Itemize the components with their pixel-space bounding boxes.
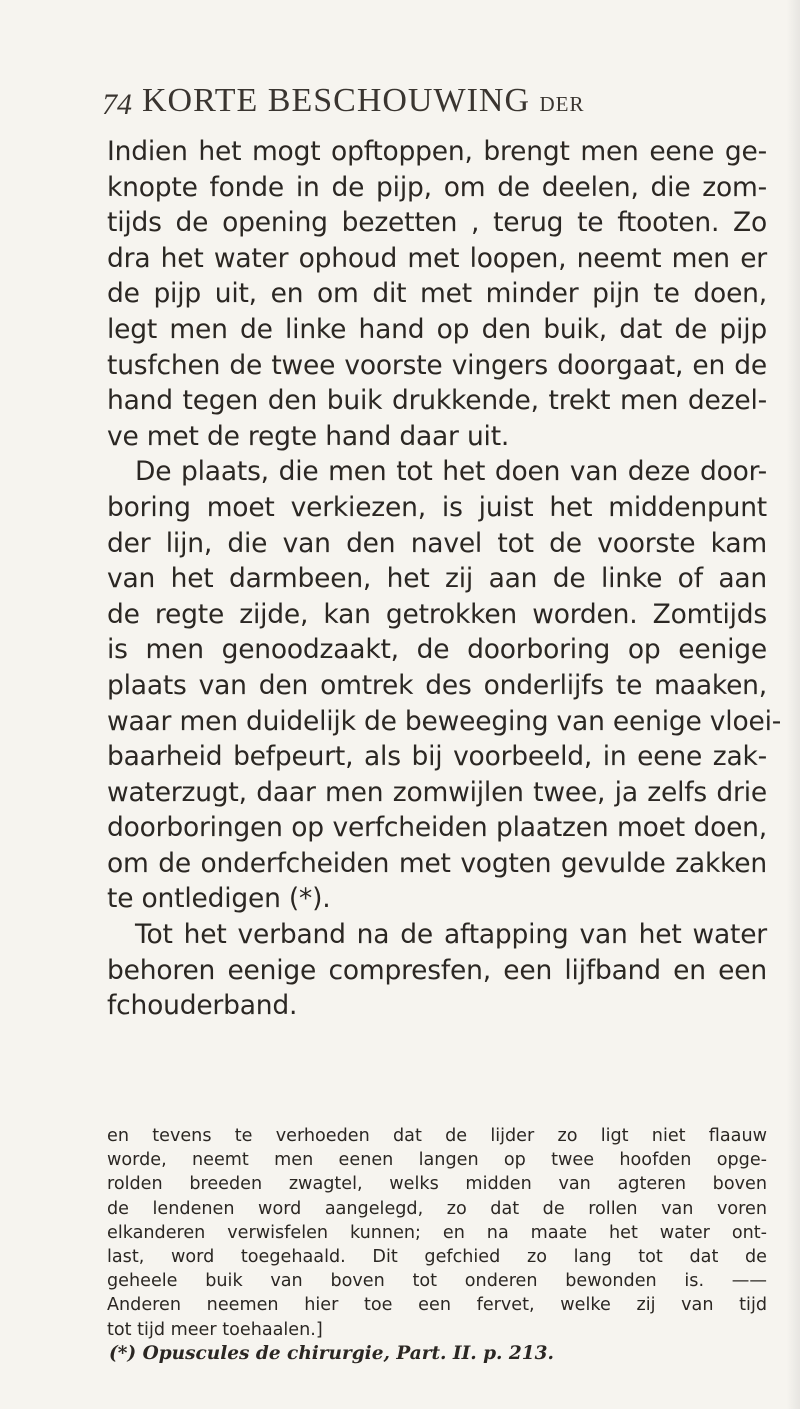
text-line: fchouderband. (107, 990, 298, 1022)
footnote-line: rolden breeden zwagtel, welks midden van agteren boven (107, 1174, 767, 1195)
footnote-line: worde, neemt men eenen langen op twee hoofden opge- (107, 1150, 767, 1171)
text-line: de pijp uit, en om dit met minder pijn te doen, (107, 278, 767, 310)
text-line: De plaats, die men tot het doen van deze door- (135, 456, 767, 488)
footnote-line: en tevens te verhoeden dat de lijder zo ligt niet flaauw (107, 1126, 767, 1146)
main-text (107, 134, 782, 1024)
footnote-line: tot tijd meer toehaalen.] (107, 1319, 323, 1340)
text-line: dra het water ophoud met loopen, neemt men er (107, 242, 767, 274)
text-line: Tot het verband na de aftapping van het water (135, 919, 767, 951)
text-line: plaats van den omtrek des onderlijfs te maaken, (107, 669, 767, 701)
running-title-suffix: DER (539, 92, 585, 116)
text-line: de regte zijde, kan getrokken worden. Zomtijds (107, 598, 767, 630)
footnote-line: Anderen neemen hier toe een fervet, welke zij van tijd (107, 1295, 767, 1316)
running-title-main: KORTE BESCHOUWING (142, 82, 530, 119)
text-line: hand tegen den buik drukkende, trekt men dezel- (107, 385, 767, 417)
footnote-line: last, word toegehaald. Dit gefchied zo lang tot dat de (107, 1246, 767, 1267)
text-line: is men genoodzaakt, de doorboring op eenige (107, 634, 767, 666)
text-line: waterzugt, daar men zomwijlen twee, ja zelfs drie (107, 776, 767, 808)
text-line: om de onderfcheiden met vogten gevulde zakken (107, 847, 767, 879)
running-title (142, 82, 585, 120)
text-line: baarheid befpeurt, als bij voorbeeld, in eene zak- (107, 741, 767, 773)
text-line: knopte fonde in de pijp, om de deelen, die zom- (107, 171, 767, 203)
footnote-line: geheele buik van boven tot onderen bewonden is. —— (107, 1271, 767, 1292)
text-line: Indien het mogt opftoppen, brengt men eene ge- (107, 136, 767, 167)
text-line: van het darmbeen, het zij aan de linke of aan (107, 563, 767, 595)
text-line: legt men de linke hand op den buik, dat de pijp (107, 313, 767, 345)
running-head (102, 82, 782, 122)
text-line: waar men duidelijk de beweeging van eenige vloei- (107, 705, 782, 737)
text-line: boring moet verkiezen, is juist het middenpunt (107, 491, 767, 523)
text-line: tijds de opening bezetten , terug te ftooten. Zo (107, 207, 767, 239)
footnote-line: de lendenen word aangelegd, zo dat de rollen van voren (107, 1198, 767, 1219)
page-number: 74 (102, 88, 132, 121)
footnote-reference: (*) Opuscules de chirurgie, Part. II. p. 213. (109, 1342, 554, 1364)
text-line: der lijn, die van den navel tot de voorste kam (107, 527, 767, 559)
text-line: te ontledigen (*). (107, 883, 331, 915)
footnote-line: elkanderen verwisfelen kunnen; en na maate het water ont- (107, 1222, 767, 1243)
text-line: tusfchen de twee voorste vingers doorgaat, en de (107, 349, 767, 381)
footnote (107, 1124, 767, 1370)
text-line: doorboringen op verfcheiden plaatzen moet doen, (107, 812, 767, 844)
text-line: behoren eenige compresfen, een lijfband en een (107, 954, 767, 986)
page-edge-shadow (786, 0, 800, 1409)
text-line: ve met de regte hand daar uit. (107, 420, 510, 452)
